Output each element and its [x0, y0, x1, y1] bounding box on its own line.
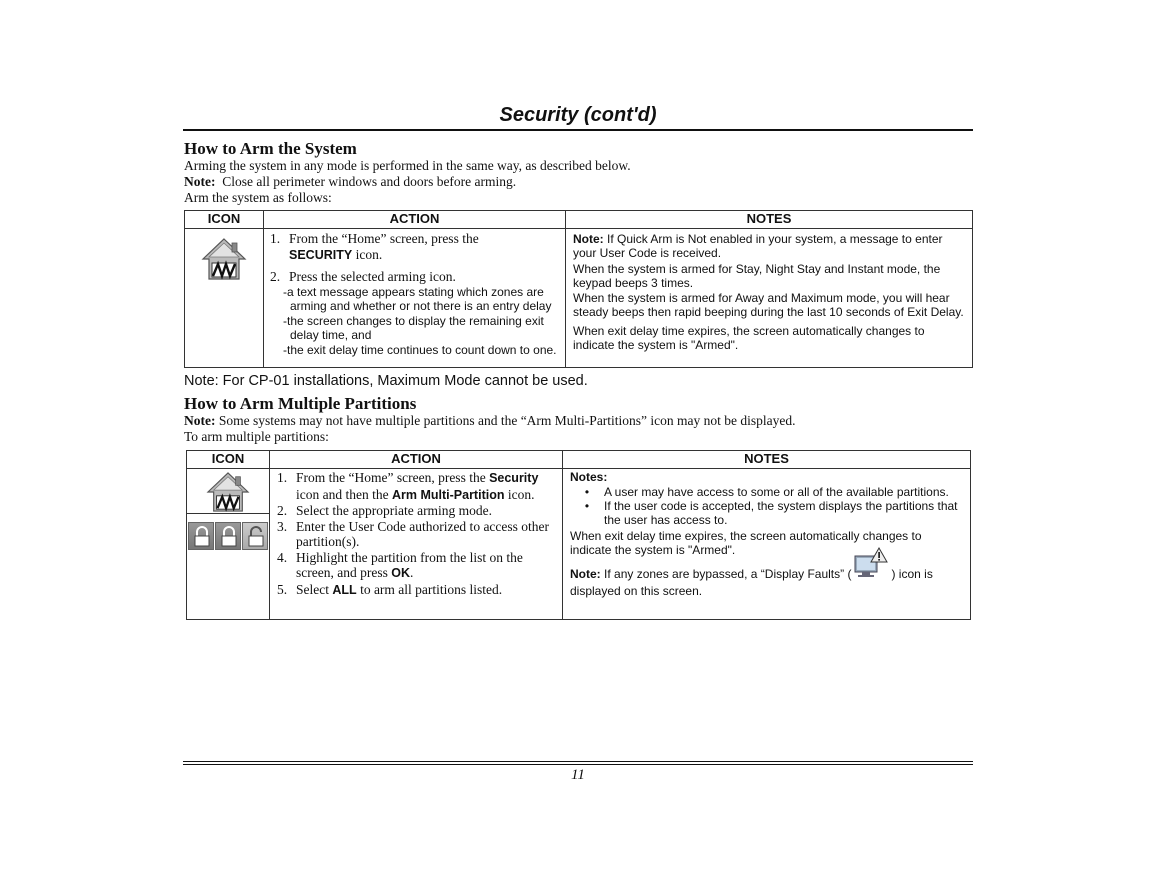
icon-cell: [187, 469, 270, 620]
step-2: 2. Press the selected arming icon.: [270, 269, 456, 284]
section1-intro: Arming the system in any mode is performed in the same way, as described below.: [184, 158, 631, 173]
section-heading-multi-partitions: How to Arm Multiple Partitions: [184, 394, 417, 413]
section2-note-text: Some systems may not have multiple partitions and the “Arm Multi-Partitions” icon may not be displayed.: [218, 413, 796, 428]
note-bullet: • If the user code is accepted, the system displays the partitions that the user has access to.: [584, 499, 958, 527]
icon-cell: [185, 229, 264, 368]
note-bullet: • A user may have access to some or all of the available partitions.: [584, 485, 949, 499]
col-header-notes: NOTES: [566, 211, 973, 229]
section1-note-text: Close all perimeter windows and doors before arming.: [222, 174, 517, 189]
security-house-icon: [205, 500, 251, 517]
note-expire: When exit delay time expires, the screen automatically changes to indicate the system is "Armed".: [573, 324, 925, 352]
col-header-action: ACTION: [264, 211, 566, 229]
section2-note-label: Note:: [184, 413, 216, 428]
step-2-details: -a text message appears stating which zones are arming and whether or not there is an entry delay -the screen changes to display the remaining exit delay time, and -the exit delay time continues to count down to one.: [283, 284, 557, 357]
action-cell: [264, 229, 566, 368]
display-faults-icon: [851, 546, 891, 580]
step-5: 5. Select ALL to arm all partitions listed.: [277, 581, 503, 597]
arm-system-table: [184, 210, 973, 368]
footer-rule: [183, 764, 973, 765]
note-away: When the system is armed for Away and Maximum mode, you will hear steady beeps then rapid beeping during the last 10 seconds of Exit Delay.: [573, 291, 964, 319]
security-house-icon: [201, 268, 247, 285]
cp01-note: Note: For CP-01 installations, Maximum Mode cannot be used.: [184, 373, 588, 389]
col-header-icon: ICON: [187, 451, 270, 469]
step-1: 1. From the “Home” screen, press the Security icon and then the Arm Multi-Partition icon.: [277, 470, 539, 502]
col-header-notes: NOTES: [563, 451, 971, 469]
notes-cell: [563, 469, 971, 620]
title-rule: [183, 129, 973, 131]
page-title: Security (cont'd): [499, 104, 657, 126]
note-quick-arm: Note: If Quick Arm is Not enabled in your system, a message to enter your User Code is received.: [573, 232, 943, 260]
step-4: 4. Highlight the partition from the list on the screen, and press OK.: [277, 549, 523, 580]
note-display-faults: Note: If any zones are bypassed, a “Display Faults” ( ) icon is displayed on this screen.: [570, 567, 963, 598]
section1-note-label: Note:: [184, 174, 216, 189]
unlock-icon: [242, 522, 268, 550]
multi-partition-table: [186, 450, 971, 620]
step-1: 1. From the “Home” screen, press the SECURITY icon.: [270, 231, 479, 262]
col-header-action: ACTION: [270, 451, 563, 469]
section2-lead: To arm multiple partitions:: [184, 429, 329, 444]
action-cell: [270, 469, 563, 620]
notes-label: Notes:: [570, 470, 608, 484]
notes-cell: [566, 229, 973, 368]
step-3: 3. Enter the User Code authorized to access other partition(s).: [277, 518, 550, 549]
section-heading-arm-system: How to Arm the System: [184, 139, 357, 158]
lock-icon: [215, 522, 241, 550]
col-header-icon: ICON: [185, 211, 264, 229]
page-number: 11: [571, 767, 585, 783]
step-2: 2. Select the appropriate arming mode.: [277, 503, 493, 518]
section1-note: [184, 174, 516, 190]
arm-multi-partition-icon: [187, 514, 269, 556]
section1-lead: Arm the system as follows:: [184, 190, 332, 205]
section2-note: [184, 413, 796, 429]
note-stay: When the system is armed for Stay, Night Stay and Instant mode, the keypad beeps 3 times.: [573, 262, 941, 290]
lock-icon: [188, 522, 214, 550]
note-expire: When exit delay time expires, the screen automatically changes to indicate the system is "Armed".: [570, 529, 922, 557]
footer-rule: [183, 761, 973, 762]
